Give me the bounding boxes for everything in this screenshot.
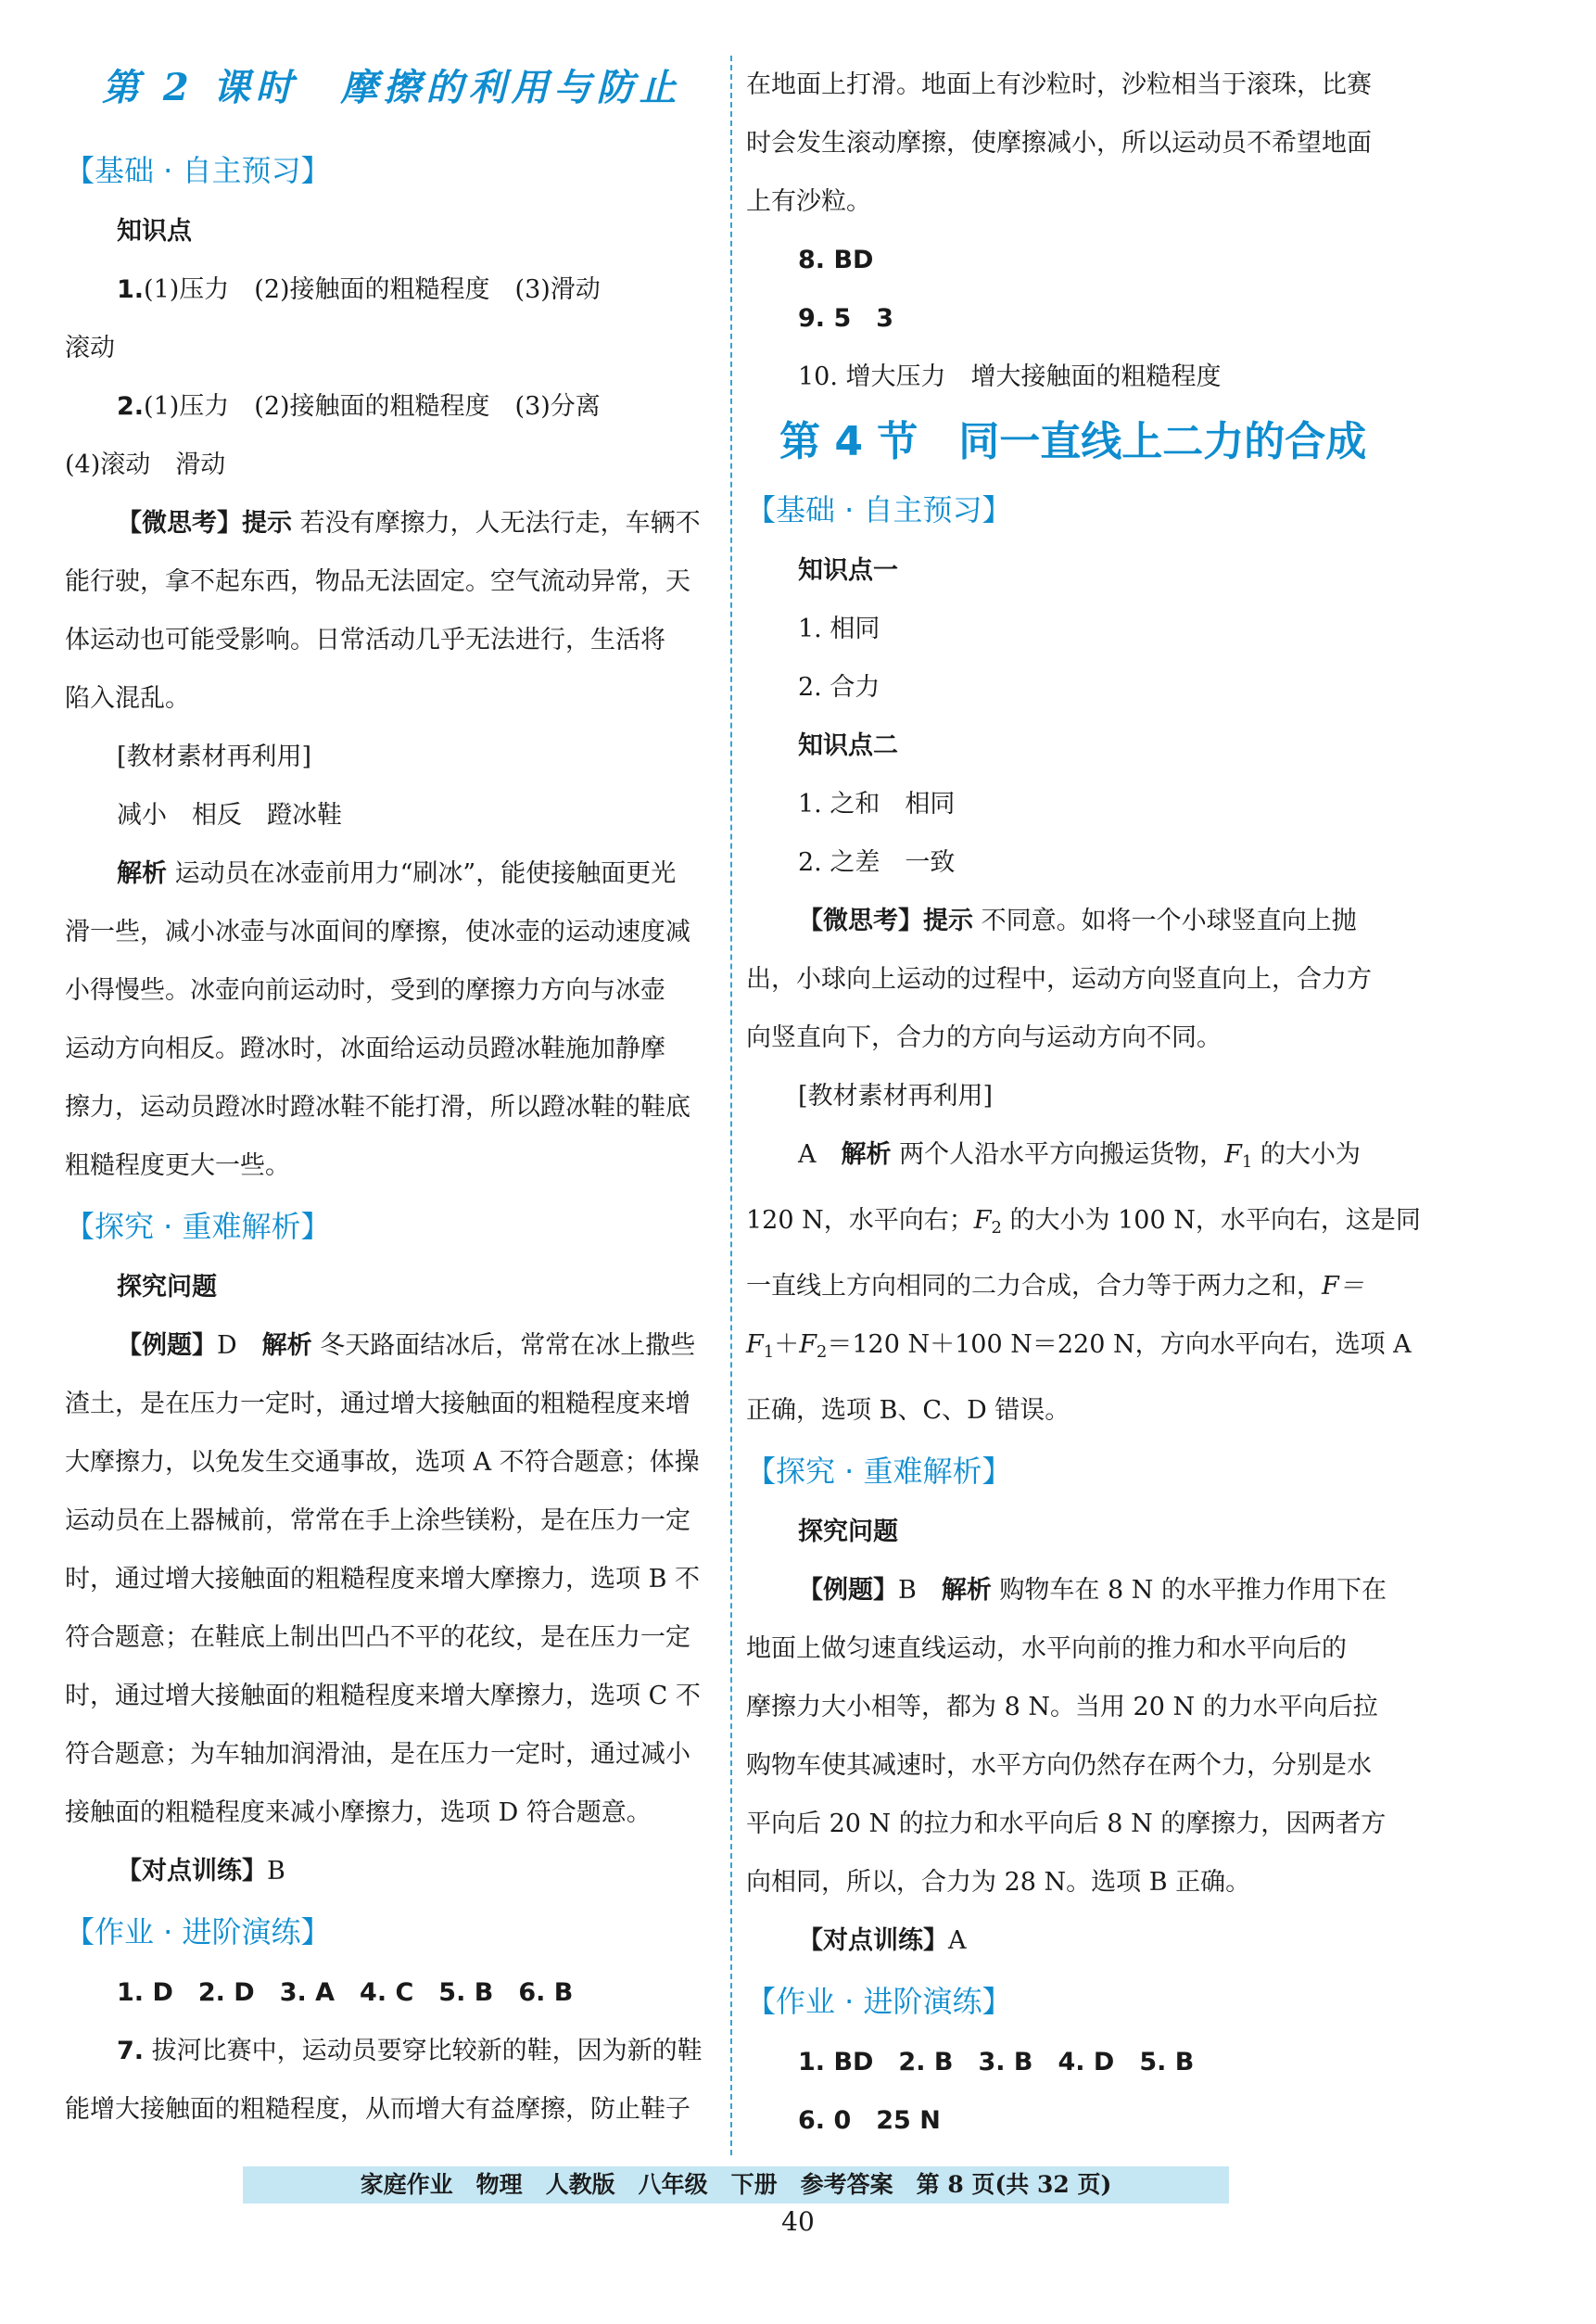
item-number: 2. [117,392,145,421]
paragraph-line: 能增大接触面的粗糙程度，从而增大有益摩擦，防止鞋子 [65,2095,690,2124]
homework-answers: 1. BD 2. B 3. B 4. D 5. B [798,2048,1195,2076]
answer-item [65,377,723,436]
material-heading: [教材素材再利用] [798,1082,994,1111]
training-label: 【对点训练】 [117,1857,267,1886]
paragraph-line: 小得慢些。冰壶向前运动时，受到的摩擦力方向与冰壶 [65,976,665,1005]
paragraph-text: 不同意。如将一个小球竖直向上抛 [973,907,1357,935]
page-number: 40 [781,2206,815,2237]
paragraph-line: 运动员在上器械前，常常在手上涂些镁粉，是在压力一定 [65,1506,690,1535]
paragraph-line: 时会发生滚动摩擦，使摩擦减小，所以运动员不希望地面 [746,129,1372,158]
plus-sign: ＋ [774,1330,800,1359]
left-column [65,56,723,2139]
paragraph-line: 在地面上打滑。地面上有沙粒时，沙粒相当于滚珠，比赛 [746,70,1372,99]
paragraph-line: 正确，选项 B、C、D 错误。 [746,1396,1070,1425]
paragraph-text: 的大小为 100 N，水平向右，这是同 [1001,1206,1421,1235]
homework-answers: 1. D 2. D 3. A 4. C 5. B 6. B [117,1978,574,2007]
material-heading: [教材素材再利用] [117,743,312,771]
training-answer [746,1911,1404,1970]
explore-heading: 探究问题 [117,1273,217,1302]
paragraph-line: 符合题意；为车轴加润滑油，是在压力一定时，通过减小 [65,1740,690,1769]
answer-item [65,2022,723,2080]
paragraph-line: 符合题意；在鞋底上制出凹凸不平的花纹，是在压力一定 [65,1623,690,1652]
material-answer: 减小 相反 蹬冰鞋 [117,801,342,830]
paragraph-line [746,1257,1404,1315]
paragraph-line: 摩擦力大小相等，都为 8 N。当用 20 N 的力水平向后拉 [746,1693,1378,1721]
paragraph-text: 一直线上方向相同的二力合成，合力等于两力之和， [746,1272,1322,1301]
paragraph-text: 冬天路面结冰后，常常在冰上撒些 [311,1331,696,1360]
material-answer: A [798,1140,842,1169]
example-label: 【例题】 [117,1331,217,1360]
paragraph-line [746,1315,1412,1381]
paragraph-line: 大摩擦力，以免发生交通事故，选项 A 不符合题意；体操 [65,1448,700,1477]
knowledge-point-heading: 知识点一 [798,556,898,585]
force-symbol: F [799,1330,817,1359]
training-value: A [948,1926,967,1955]
section-heading-explore: 【探究 · 重难解析】 [65,1209,331,1244]
paragraph-line: 运动方向相反。蹬冰时，冰面给运动员蹬冰鞋施加静摩 [65,1035,665,1063]
explore-heading: 探究问题 [798,1518,898,1546]
paragraph-line: 时，通过增大接触面的粗糙程度来增大摩擦力，选项 C 不 [65,1682,701,1710]
answer-item: 2. 之差 一致 [798,848,956,877]
paragraph-text: 的大小为 [1252,1140,1361,1169]
paragraph-text: 购物车在 8 N 的水平推力作用下在 [991,1576,1387,1605]
item-number: 7. [117,2037,145,2065]
footer-banner: 家庭作业 物理 人教版 八年级 下册 参考答案 第 8 页(共 32 页) [243,2166,1229,2203]
think-paragraph [746,892,1404,950]
item-text: (1)压力 (2)接触面的粗糙程度 (3)滑动 [144,275,601,304]
answer-item [65,260,723,319]
training-label: 【对点训练】 [798,1926,948,1955]
paragraph-line: 向竖直向下，合力的方向与运动方向不同。 [746,1023,1222,1052]
example-paragraph [65,1316,723,1375]
analysis-label: 解析 [117,859,167,888]
paragraph-line: 能行驶，拿不起东西，物品无法固定。空气流动异常，天 [65,567,690,596]
paragraph-line: 出，小球向上运动的过程中，运动方向竖直向上，合力方 [746,965,1372,994]
paragraph-text: 120 N，水平向右； [746,1206,974,1235]
subscript: 2 [991,1218,1002,1238]
paragraph-line: 时，通过增大接触面的粗糙程度来增大摩擦力，选项 B 不 [65,1565,701,1594]
paragraph-line: 体运动也可能受影响。日常活动几乎无法进行，生活将 [65,626,665,654]
example-label: 【例题】 [798,1576,898,1605]
section-heading-homework: 【作业 · 进阶演练】 [65,1914,331,1949]
right-column [746,56,1421,2150]
paragraph-line: 上有沙粒。 [746,187,871,216]
section-heading-preview: 【基础 · 自主预习】 [746,492,1012,527]
answer-item: 8. BD [798,246,874,274]
analysis-paragraph [65,845,723,903]
item-number: 1. [117,275,145,304]
subscript: 2 [816,1342,828,1362]
force-symbol: F [746,1330,764,1359]
paragraph-text: 运动员在冰壶前用力“刷冰”，能使接触面更光 [167,859,677,888]
material-paragraph [746,1125,1404,1191]
paragraph-line [746,1191,1421,1257]
analysis-label: 解析 [841,1140,892,1169]
item-text: (1)压力 (2)接触面的粗糙程度 (3)分离 [144,392,601,421]
paragraph-line: 渣土，是在压力一定时，通过增大接触面的粗糙程度来增 [65,1390,690,1418]
answer-item: 10. 增大压力 增大接触面的粗糙程度 [798,362,1222,391]
paragraph-text: ＝120 N＋100 N＝220 N，方向水平向右，选项 A [827,1330,1412,1359]
section-title: 第 4 节 同一直线上二力的合成 [779,418,1367,465]
answer-item: 1. 相同 [798,615,880,643]
paragraph-line: 购物车使其减速时，水平方向仍然存在两个力，分别是水 [746,1751,1372,1780]
analysis-label: 解析 [941,1576,992,1605]
force-symbol: F [1224,1140,1242,1169]
section-heading-preview: 【基础 · 自主预习】 [65,153,331,188]
paragraph-line: 擦力，运动员蹬冰时蹬冰鞋不能打滑，所以蹬冰鞋的鞋底 [65,1093,690,1122]
analysis-label: 解析 [261,1331,312,1360]
example-answer: D [217,1331,262,1360]
answer-item: 1. 之和 相同 [798,790,956,819]
column-divider [730,56,732,2155]
example-answer: B [898,1576,942,1605]
training-answer [65,1842,723,1900]
knowledge-point-heading: 知识点 [117,217,192,246]
answer-item: 6. 0 25 N [798,2106,941,2135]
answer-item: 2. 合力 [798,673,880,702]
paragraph-text: 若没有摩擦力，人无法行走，车辆不 [292,509,701,538]
answer-item: 9. 5 3 [798,304,894,333]
section-heading-explore: 【探究 · 重难解析】 [746,1454,1012,1489]
section-heading-homework: 【作业 · 进阶演练】 [746,1984,1012,2019]
paragraph-line: 陷入混乱。 [65,684,190,713]
force-symbol: F [973,1206,992,1235]
think-paragraph [65,494,723,552]
item-text: 拔河比赛中，运动员要穿比较新的鞋，因为新的鞋 [144,2037,703,2065]
subscript: 1 [763,1342,775,1362]
paragraph-line: 向相同，所以，合力为 28 N。选项 B 正确。 [746,1868,1251,1897]
paragraph-line: 滑一些，减小冰壶与冰面间的摩擦，使冰壶的运动速度减 [65,918,690,946]
answer-item-cont: 滚动 [65,334,115,362]
subscript: 1 [1241,1152,1253,1172]
knowledge-point-heading: 知识点二 [798,731,898,760]
training-value: B [267,1857,285,1886]
think-label: 【微思考】提示 [798,907,973,935]
paragraph-line: 接触面的粗糙程度来减小摩擦力，选项 D 符合题意。 [65,1798,652,1827]
paragraph-text: 两个人沿水平方向搬运货物， [891,1140,1225,1169]
formula-text: F＝ [1322,1272,1364,1301]
lesson-title: 第 2 课时 摩擦的利用与防止 [102,66,682,109]
paragraph-line: 平向后 20 N 的拉力和水平向后 8 N 的摩擦力，因两者方 [746,1810,1387,1838]
example-paragraph [746,1561,1404,1619]
paragraph-line: 地面上做匀速直线运动，水平向前的推力和水平向后的 [746,1634,1347,1663]
answer-item-cont: (4)滚动 滑动 [65,451,226,479]
paragraph-line: 粗糙程度更大一些。 [65,1151,290,1180]
think-label: 【微思考】提示 [117,509,292,538]
